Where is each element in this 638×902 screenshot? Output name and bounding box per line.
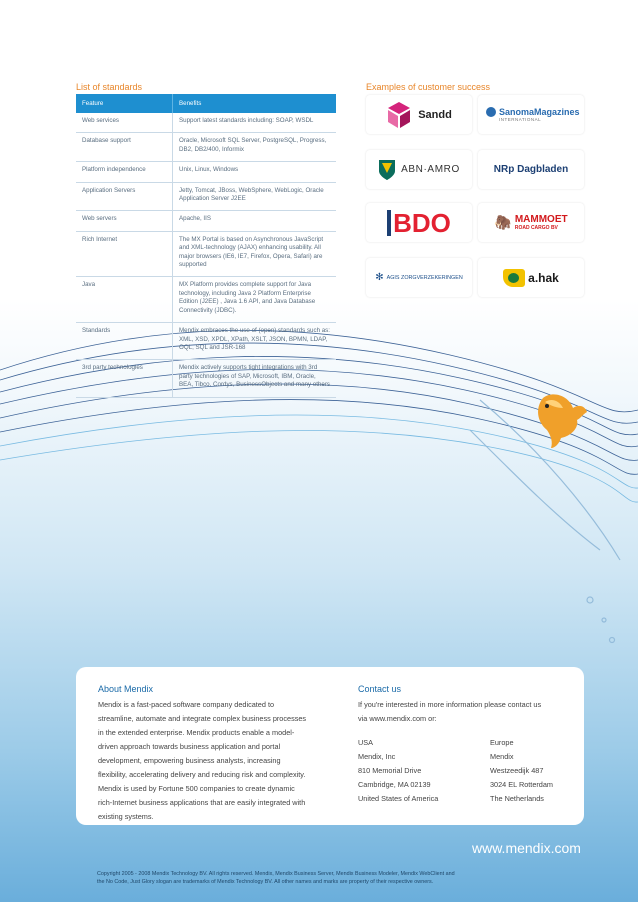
contact-title: Contact us xyxy=(358,684,402,694)
logo-a-hak xyxy=(478,258,584,297)
about-line: flexibility, accelerating delivery and reducing risk and complexity. xyxy=(98,770,306,779)
table-row xyxy=(76,133,336,162)
address-line: United States of America xyxy=(358,794,439,803)
standards-table xyxy=(76,94,336,398)
about-line: existing systems. xyxy=(98,812,154,821)
logo-abn-amro xyxy=(366,150,472,189)
about-line: rich-Internet business applications that are easily integrated with xyxy=(98,798,306,807)
feature-cell: Application Servers xyxy=(76,182,173,211)
address-line: Westzeedijk 487 xyxy=(490,766,544,775)
about-contact-card xyxy=(76,667,584,825)
sanoma-logo-subtext: INTERNATIONAL xyxy=(499,117,542,122)
benefit-cell: Mendix embraces the use of (open) standards such as: XML, XSD, XPDL, XPath, XSLT, JSON, BPMN, LDAP, OQL, SQL and JSR-168 xyxy=(173,323,337,360)
about-line: streamline, automate and integrate complex business processes xyxy=(98,714,307,723)
feature-cell: Platform independence xyxy=(76,162,173,182)
sanoma-mark-icon xyxy=(486,107,496,117)
table-row xyxy=(76,182,336,211)
feature-cell: Web servers xyxy=(76,211,173,231)
bdo-logo-text: BDO xyxy=(387,210,451,236)
sandd-logo-text: Sandd xyxy=(418,108,452,121)
about-title: About Mendix xyxy=(98,684,154,694)
about-line: in the extended enterprise. Mendix products enable a model- xyxy=(98,728,295,737)
sanoma-logo-text: SanomaMagazines xyxy=(499,107,580,117)
benefit-cell: Jetty, Tomcat, JBoss, WebSphere, WebLogic, Oracle Application Server J2EE xyxy=(173,182,337,211)
table-row xyxy=(76,113,336,133)
feature-cell: Web services xyxy=(76,113,173,133)
benefit-cell: Unix, Linux, Windows xyxy=(173,162,337,182)
copyright-line: Copyright 2005 - 2008 Mendix Technology BV. All rights reserved. Mendix, Mendix Business Server, Mendix Business Modeler, Mendix WebClient and xyxy=(97,871,455,877)
column-header-feature: Feature xyxy=(76,94,173,113)
customers-heading: Examples of customer success xyxy=(366,82,491,92)
mammoth-icon: 🦣 xyxy=(494,214,512,230)
table-row xyxy=(76,231,336,277)
a-hak-mark-icon xyxy=(503,269,525,287)
address-line: 810 Memorial Drive xyxy=(358,766,422,775)
table-row xyxy=(76,162,336,182)
logo-sanoma xyxy=(478,95,584,134)
about-line: development, empowering business analysts, increasing xyxy=(98,756,281,765)
benefit-cell: The MX Portal is based on Asynchronous JavaScript and XML-technology (AJAX) enhancing usability. All major browsers (IE6, IE7, Firefox, Opera, Safari) are supported xyxy=(173,231,337,277)
copyright-line: the No Code, Just Glory slogan are trademarks of Mendix Technology BV. All other names and marks are property of their respective owners. xyxy=(97,879,434,885)
abn-amro-shield-icon xyxy=(378,159,396,181)
about-line: Mendix is used by Fortune 500 companies to create dynamic xyxy=(98,784,295,793)
nrp-logo-text: NRp Dagbladen xyxy=(493,164,569,175)
address-line: 3024 EL Rotterdam xyxy=(490,780,554,789)
sandd-mark-icon xyxy=(386,100,412,130)
contact-address-usa xyxy=(358,736,438,806)
table-row xyxy=(76,277,336,323)
logo-sandd xyxy=(366,95,472,134)
address-line: Mendix, Inc xyxy=(358,752,396,761)
table-row xyxy=(76,360,336,397)
copyright-notice xyxy=(97,870,557,886)
logo-nrp-dagbladen xyxy=(478,150,584,189)
goldfish-image xyxy=(525,390,590,450)
logo-mammoet xyxy=(478,203,584,242)
feature-cell: Rich Internet xyxy=(76,231,173,277)
address-line: Europe xyxy=(490,738,514,747)
address-line: USA xyxy=(358,738,374,747)
address-line: Cambridge, MA 02139 xyxy=(358,780,431,789)
mammoet-logo-subtext: ROAD CARGO BV xyxy=(514,225,558,231)
mammoet-logo-text: MAMMOET xyxy=(514,214,568,225)
website-link[interactable]: www.mendix.com xyxy=(472,840,581,856)
feature-cell: Java xyxy=(76,277,173,323)
a-hak-logo-text: a.hak xyxy=(528,270,559,285)
contact-intro-line: If you're interested in more information please contact us xyxy=(358,700,542,709)
table-row xyxy=(76,323,336,360)
address-line: Mendix xyxy=(490,752,514,761)
column-header-benefits: Benefits xyxy=(173,94,337,113)
address-line: The Netherlands xyxy=(490,794,544,803)
table-row xyxy=(76,211,336,231)
abn-amro-logo-text: ABN·AMRO xyxy=(401,164,460,175)
feature-cell: Standards xyxy=(76,323,173,360)
benefit-cell: Mendix actively supports tight integrations with 3rd party technologies of SAP, Microsoft, IBM, Oracle, BEA, Tibco, Cordys, BusinessObjects and many others xyxy=(173,360,337,397)
logo-bdo xyxy=(366,203,472,242)
logo-agis xyxy=(366,258,472,297)
standards-heading: List of standards xyxy=(76,82,143,92)
benefit-cell: Apache, IIS xyxy=(173,211,337,231)
feature-cell: 3rd party technologies xyxy=(76,360,173,397)
feature-cell: Database support xyxy=(76,133,173,162)
contact-address-europe xyxy=(490,736,553,806)
contact-intro xyxy=(358,698,578,726)
about-line: driven approach towards business application and portal xyxy=(98,742,281,751)
agis-logo-text: AGIS ZORGVERZEKERINGEN xyxy=(386,274,463,281)
about-text xyxy=(98,698,343,824)
about-line: Mendix is a fast-paced software company dedicated to xyxy=(98,700,275,709)
benefit-cell: Oracle, Microsoft SQL Server, PostgreSQL, Progress, DB2, DB2/400, Informix xyxy=(173,133,337,162)
agis-mark-icon: ✻ xyxy=(375,272,384,283)
benefit-cell: Support latest standards including: SOAP, WSDL xyxy=(173,113,337,133)
benefit-cell: MX Platform provides complete support for Java technology, including Java 2 Platform Enterprise Edition (J2EE) , Java 1.6 API, and Java Database Connectivity (JDBC). xyxy=(173,277,337,323)
contact-intro-line: via www.mendix.com or: xyxy=(358,714,437,723)
